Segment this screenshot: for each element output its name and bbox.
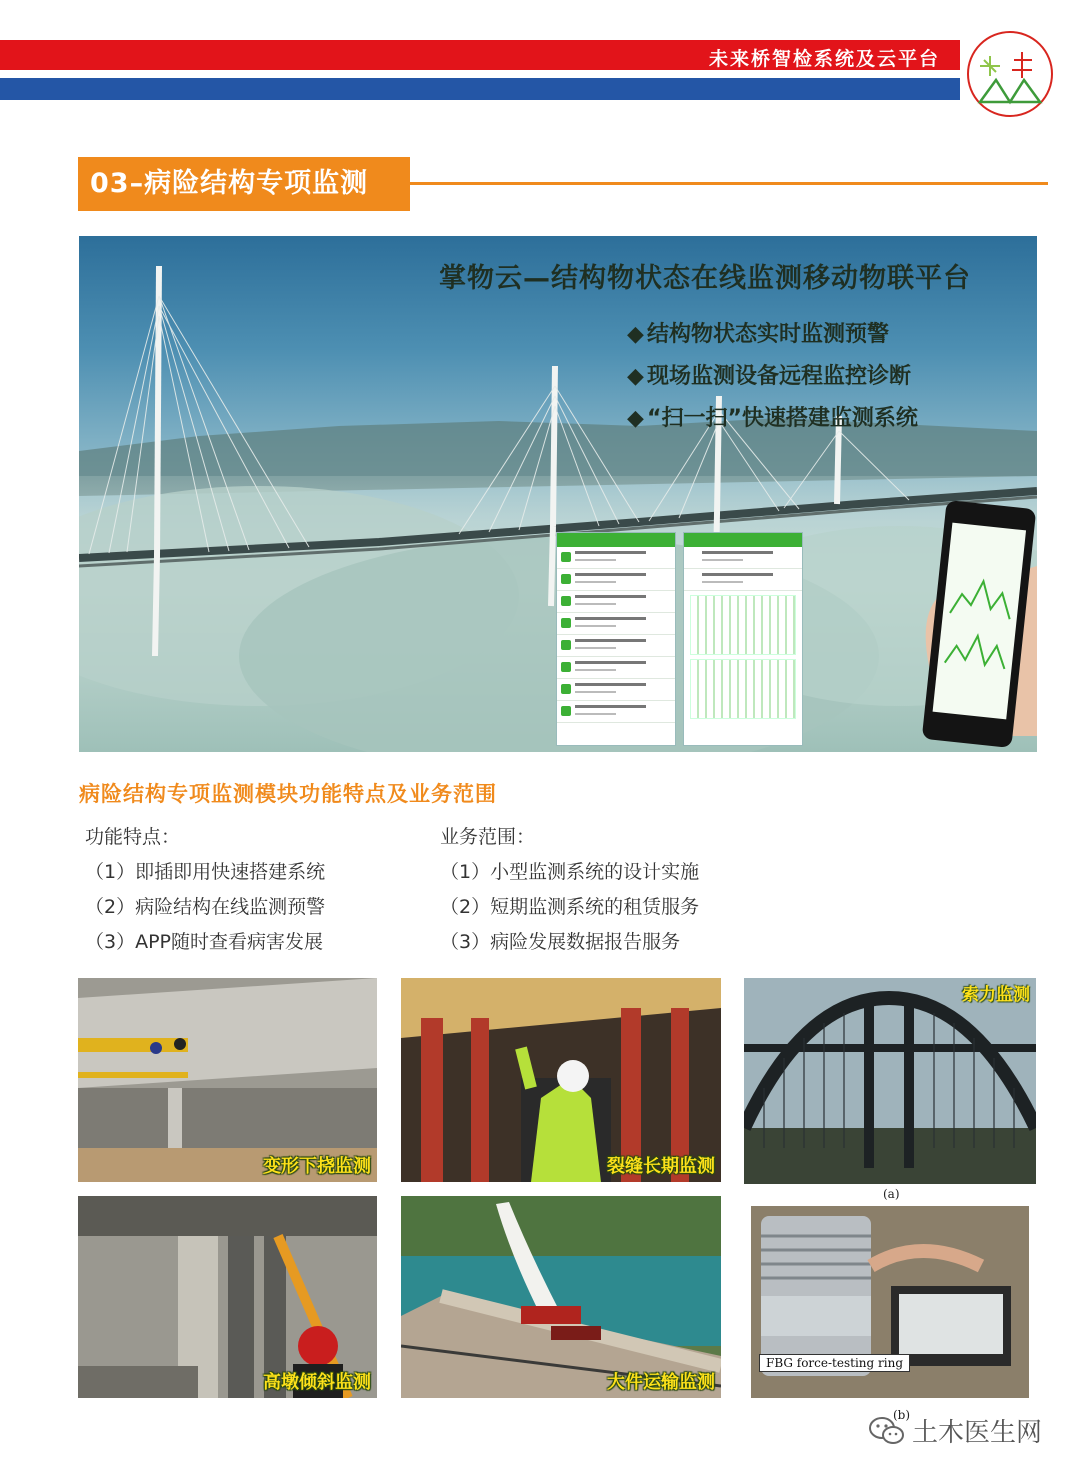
- arch-bridge-image: [744, 978, 1036, 1184]
- section-title: 03–病险结构专项监测: [78, 157, 410, 211]
- photo-pier-tilt-monitoring: [78, 1196, 377, 1398]
- header-title: 未来桥智检系统及云平台: [708, 48, 940, 70]
- feature-list: [85, 822, 325, 962]
- business-item-2: （2）短期监测系统的租赁服务: [440, 896, 700, 918]
- diamond-bullet-icon: ◆: [627, 364, 644, 389]
- figure-label-b: (b): [893, 1408, 911, 1422]
- hero-bullets: [627, 314, 918, 440]
- app-screenshot-device-list: [556, 532, 676, 746]
- photo-crack-monitoring: [401, 978, 721, 1182]
- caption-cable-force: 索力监测: [962, 985, 1030, 1005]
- company-logo: [966, 30, 1054, 118]
- caption-deflection: 变形下挠监测: [263, 1156, 371, 1177]
- caption-crack: 裂缝长期监测: [607, 1156, 715, 1177]
- business-scope-list: [440, 822, 699, 962]
- figure-label-a: (a): [883, 1187, 900, 1201]
- feature-item-3: （3）APP随时查看病害发展: [85, 931, 324, 953]
- photo-heavy-transport-monitoring: [401, 1196, 721, 1398]
- feature-item-2: （2）病险结构在线监测预警: [85, 896, 326, 918]
- photo-fbg-force-ring: [751, 1206, 1029, 1398]
- photo-deflection-monitoring: [78, 978, 377, 1182]
- hero-bullet-1: ◆ 结构物状态实时监测预警: [627, 314, 918, 356]
- fbg-label: FBG force-testing ring: [759, 1354, 910, 1372]
- watermark: [868, 1412, 1042, 1449]
- caption-pier-tilt: 高墩倾斜监测: [263, 1372, 371, 1393]
- diamond-bullet-icon: ◆: [627, 322, 644, 347]
- hero-bullet-2: ◆ 现场监测设备远程监控诊断: [627, 356, 918, 398]
- business-item-3: （3）病险发展数据报告服务: [440, 931, 681, 953]
- section-rule: [410, 182, 1048, 185]
- hero-banner: [79, 236, 1037, 752]
- business-item-1: （1）小型监测系统的设计实施: [440, 861, 700, 883]
- watermark-text: 土木医生网: [912, 1418, 1043, 1448]
- photo-cable-force-monitoring: [744, 978, 1036, 1184]
- features-title: 病险结构专项监测模块功能特点及业务范围: [79, 782, 497, 806]
- app-screenshot-chart: [683, 532, 803, 746]
- hero-bullet-3: ◆ “扫一扫”快速搭建监测系统: [627, 398, 918, 440]
- header-white-stripe: [0, 70, 960, 78]
- wechat-icon: [868, 1415, 906, 1447]
- caption-transport: 大件运输监测: [607, 1372, 715, 1393]
- feature-heading: 功能特点：: [85, 826, 181, 848]
- header-blue-band: [0, 78, 960, 100]
- business-heading: 业务范围：: [440, 826, 536, 848]
- feature-item-1: （1）即插即用快速搭建系统: [85, 861, 326, 883]
- hero-title: 掌物云—结构物状态在线监测移动物联平台: [439, 263, 971, 294]
- diamond-bullet-icon: ◆: [627, 406, 644, 431]
